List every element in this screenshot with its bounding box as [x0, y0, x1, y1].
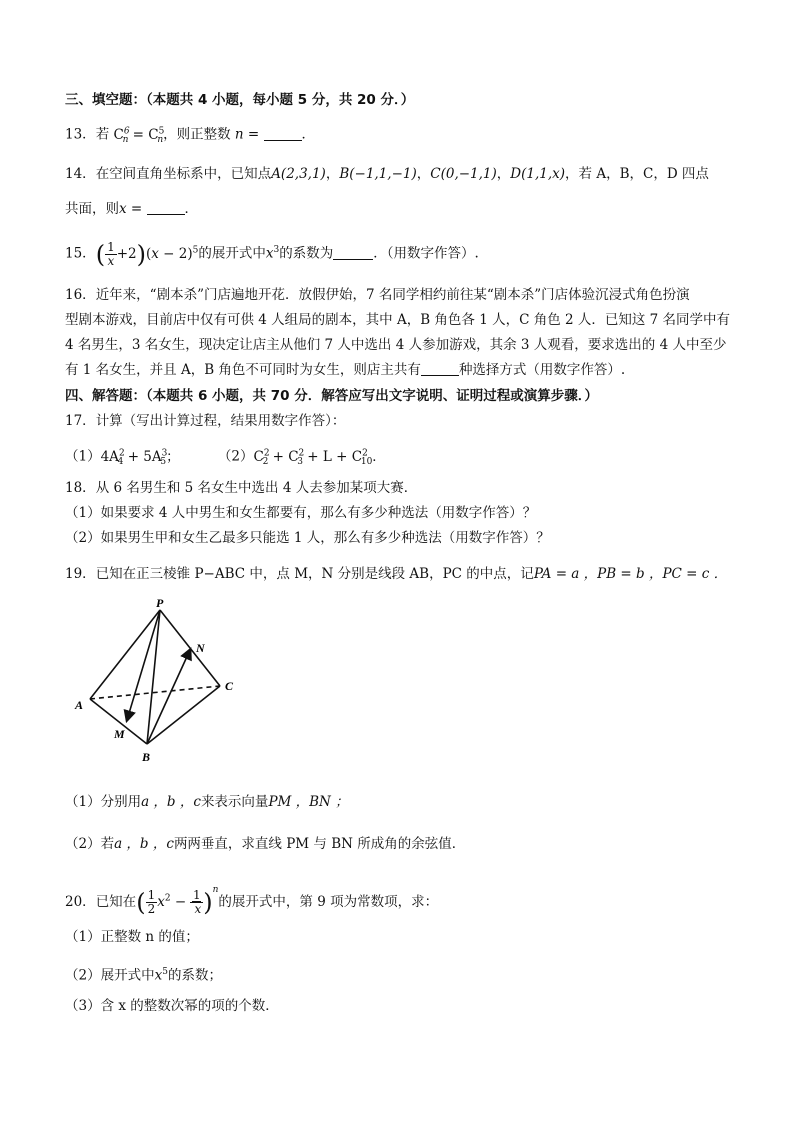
q19-sub2	[65, 834, 465, 854]
question-16-line3: 4 名男生，3 名女生，现决定让店主从他们 7 人中选出 4 人参加游戏，其余 3 人观看，要求选出的 4 人中至少	[65, 337, 727, 353]
q18-text: 从 6 名男生和 5 名女生中选出 4 人去参加某项大赛．	[95, 480, 418, 496]
q15-term: x	[265, 245, 274, 262]
q20-sub2: （2）展开式中$x^5$的系数；	[65, 967, 222, 984]
q16-line4b: 种选择方式（用数字作答）.	[458, 362, 626, 378]
label-n: N	[196, 641, 205, 655]
q13-formula: $C^6_n = C^5_n$	[113, 126, 165, 146]
q20-pre: 已知在	[95, 894, 137, 910]
question-13	[65, 121, 315, 150]
q19-vectors: PA = a ，PB = b ，PC = c ．	[533, 566, 728, 582]
edge-pc	[160, 610, 220, 686]
q15-text2: 的系数为	[279, 245, 334, 262]
q13-prefix: 若	[95, 126, 110, 143]
question-15: 15．( $\frac{1}{x}$ $+2)(x - 2)^5$的展开式中$x^3$的系数为 ．（用数字作答）.	[65, 239, 479, 268]
q20-sub3: （3）含 x 的整数次幂的项的个数．	[65, 998, 279, 1014]
q19-sub1	[65, 792, 349, 812]
label-m: M	[114, 727, 125, 741]
q18-number: 18．	[65, 480, 96, 496]
q20-sub1: （1）正整数 n 的值；	[65, 929, 199, 945]
question-19	[65, 564, 727, 584]
question-16-line4	[65, 360, 625, 380]
q16-number: 16．	[65, 287, 96, 303]
q19-s1-post: 来表示向量	[200, 794, 269, 810]
q17-part2-label: （2）	[217, 448, 254, 465]
q15-text: 的展开式中	[198, 245, 266, 262]
q19-text: 已知在正三棱锥 P−ABC 中，点 M，N 分别是线段 AB，PC 的中点，记	[95, 566, 534, 582]
q18-sub1: （1）如果要求 4 人中男生和女生都要有，那么有多少种选法（用数字作答）？	[65, 505, 537, 521]
q14-answer-blank[interactable]	[147, 202, 185, 215]
label-c: C	[225, 679, 234, 693]
q14-text: 在空间直角坐标系中，已知点	[95, 166, 272, 182]
q19-s1-pre: （1）分别用	[65, 794, 142, 810]
question-17	[65, 411, 345, 431]
q17-part1-formula: $4A^2_4 + 5A^3_5$；	[100, 448, 180, 468]
q14-point-d: D(1,1,x)	[510, 166, 566, 182]
q16-line4a: 有 1 名女生，并且 A，B 角色不可同时为女生，则店主共有	[65, 362, 421, 378]
q19-s2-pre: （2）若	[65, 836, 115, 852]
edge-pa	[90, 610, 160, 699]
question-16-line2: 型剧本游戏，目前店中仅有可供 4 人组局的剧本，其中 A，B 角色各 1 人，C 角色 2 人．已知这 7 名同学中有	[65, 312, 731, 328]
q14-point-a: A(2,3,1)	[271, 166, 326, 182]
q20-s2-post: 的系数；	[167, 967, 222, 984]
q17-number: 17．	[65, 413, 96, 429]
q14-point-b: B(−1,1,−1)	[339, 166, 417, 182]
q20-post: 的展开式中，第 9 项为常数项，求：	[218, 894, 439, 910]
label-a: A	[75, 698, 84, 712]
q15-number: 15．	[65, 245, 96, 262]
q19-number: 19．	[65, 566, 96, 582]
q13-var: n	[234, 126, 244, 143]
q13-number: 13．	[65, 126, 96, 143]
q17-part2-formula: $C^2_2 + C^2_3 + L + C^2_{10}$．	[253, 448, 386, 468]
q14-text-end: ，若 A，B，C，D 四点	[565, 166, 709, 182]
question-20	[65, 880, 438, 916]
question-18	[65, 478, 417, 498]
q20-s2-pre: （2）展开式中	[65, 967, 155, 984]
label-b: B	[142, 750, 151, 764]
question-16-line1	[65, 285, 690, 305]
q13-suffix: ，则正整数	[163, 126, 231, 143]
q16-answer-blank[interactable]	[421, 363, 459, 376]
question-14-line2	[65, 199, 198, 219]
q20-number: 20．	[65, 894, 96, 910]
q14-eq: =	[126, 201, 147, 217]
q19-s2-vectors: a ，b ，c	[114, 836, 174, 852]
q17-text: 计算（写出计算过程，结果用数字作答）：	[95, 413, 346, 429]
q14-line2: 共面，则	[65, 201, 119, 217]
q13-answer-blank[interactable]	[264, 128, 302, 141]
q15-end: ．（用数字作答）.	[373, 245, 479, 262]
section3-heading: 三、填空题：（本题共 4 小题，每小题 5 分，共 20 分．）	[65, 92, 415, 108]
q19-s1-targets: PM ，BN ；	[268, 794, 349, 810]
q14-end: ．	[184, 201, 199, 217]
q15-answer-blank[interactable]	[333, 247, 373, 260]
q18-sub2: （2）如果男生甲和女生乙最多只能选 1 人，那么有多少种选法（用数字作答）？	[65, 530, 550, 546]
section4-heading: 四、解答题：（本题共 6 小题，共 70 分．解答应写出文字说明、证明过程或演算步骤．）	[65, 388, 598, 404]
q17-part1-label: （1）	[65, 448, 101, 465]
q15-formula: ( $\frac{1}{x}$ $+2)(x - 2)^5$	[95, 239, 199, 268]
q19-s2-post: 两两垂直，求直线 PM 与 BN 所成角的余弦值．	[173, 836, 466, 852]
q19-s1-vectors: a ，b ，c	[141, 794, 201, 810]
pyramid-diagram	[70, 596, 250, 766]
label-p: P	[156, 596, 164, 610]
vector-bn	[147, 650, 190, 744]
q14-point-c: C(0,−1,1)	[430, 166, 497, 182]
question-17-parts	[65, 443, 386, 472]
question-14-line1: 14．在空间直角坐标系中，已知点A(2,3,1)，B(−1,1,−1)，C(0,−1,1)，D(1,1,x)，若 A，B，C，D 四点	[65, 166, 709, 182]
edge-ac-hidden	[90, 686, 220, 699]
edge-bc	[147, 686, 220, 744]
q16-line1: 近年来，“剧本杀”门店遍地开花．放假伊始，7 名同学相约前往某“剧本杀”门店体验沉浸式角色扮演	[95, 287, 690, 303]
q14-number: 14．	[65, 166, 96, 182]
q14-var: x	[119, 201, 127, 217]
q20-formula: ( $\frac{1}{2}$ $x^2$ − $\frac{1}{x}$ )$^n$	[136, 885, 219, 917]
q13-eq: =	[243, 126, 264, 143]
q13-end: ．	[301, 126, 316, 143]
